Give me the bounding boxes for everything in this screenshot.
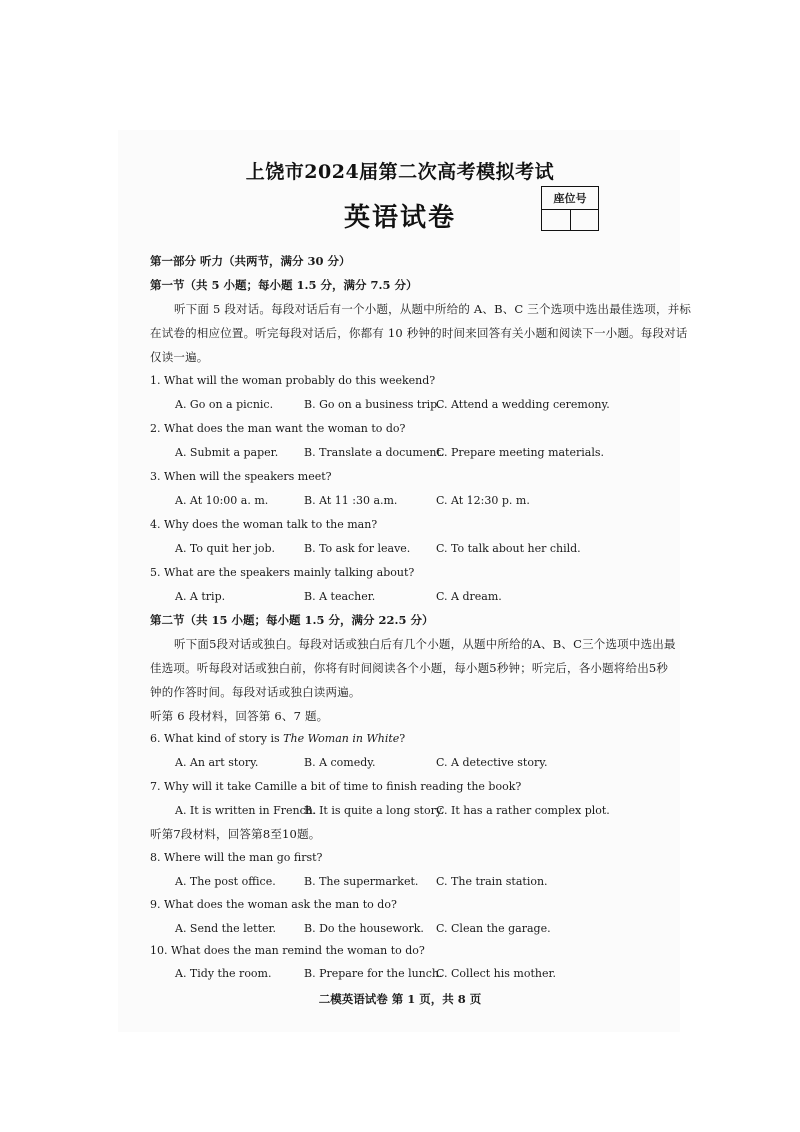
seat-number-label: 座位号 <box>542 187 598 210</box>
option-c: C. Attend a wedding ceremony. <box>436 398 610 411</box>
option-a: A. The post office. <box>175 875 276 888</box>
option-c: C. At 12:30 p. m. <box>436 494 530 507</box>
question-stem-text: 6. What kind of story is <box>150 732 284 745</box>
page-footer: 二模英语试卷 第 1 页，共 8 页 <box>318 992 482 1006</box>
section2-instruction-line: 听下面5段对话或独白。每段对话或独白后有几个小题，从题中所给的A、B、C三个选项中选出最 <box>174 637 676 651</box>
section1-heading: 第一节（共 5 小题；每小题 1.5 分，满分 7.5 分） <box>150 278 418 292</box>
question-stem: 8. Where will the man go first? <box>150 851 323 864</box>
question-stem: 1. What will the woman probably do this weekend? <box>150 374 436 387</box>
question-stem: 7. Why will it take Camille a bit of time to finish reading the book? <box>150 780 522 793</box>
option-c: C. A dream. <box>436 590 502 603</box>
option-a: A. To quit her job. <box>175 542 276 555</box>
question-stem: 9. What does the woman ask the man to do? <box>150 898 397 911</box>
option-b: B. A comedy. <box>304 756 376 769</box>
option-a: A. At 10:00 a. m. <box>175 494 269 507</box>
option-b: B. The supermarket. <box>304 875 419 888</box>
question-stem <box>150 731 405 747</box>
question-stem: 5. What are the speakers mainly talking about? <box>150 566 415 579</box>
book-title: The Woman in White <box>283 732 400 745</box>
option-c: C. The train station. <box>436 875 548 888</box>
option-c: C. Clean the garage. <box>436 922 551 935</box>
option-c: C. A detective story. <box>436 756 548 769</box>
option-a: A. Tidy the room. <box>175 967 272 980</box>
question-stem-text: ? <box>399 732 406 745</box>
option-b: B. Go on a business trip. <box>304 398 441 411</box>
option-b: B. It is quite a long story. <box>304 804 445 817</box>
option-c: C. To talk about her child. <box>436 542 581 555</box>
part1-heading: 第一部分 听力（共两节，满分 30 分） <box>150 254 351 268</box>
section1-instruction-line: 听下面 5 段对话。每段对话后有一个小题，从题中所给的 A、B、C 三个选项中选出最佳选项，并标 <box>174 302 692 316</box>
section2-instruction-line: 钟的作答时间。每段对话或独白读两遍。 <box>150 685 361 699</box>
question-stem: 2. What does the man want the woman to do? <box>150 422 406 435</box>
option-c: C. It has a rather complex plot. <box>436 804 610 817</box>
section2-instruction-line: 佳选项。听每段对话或独白前，你将有时间阅读各个小题，每小题5秒钟；听完后，各小题将给出5秒 <box>150 661 669 675</box>
option-b: B. Do the housework. <box>304 922 424 935</box>
seat-number-box <box>541 186 599 231</box>
question-stem: 4. Why does the woman talk to the man? <box>150 518 378 531</box>
option-a: A. Send the letter. <box>175 922 277 935</box>
option-b: B. A teacher. <box>304 590 376 603</box>
section1-instruction-line: 在试卷的相应位置。听完每段对话后，你都有 10 秒钟的时间来回答有关小题和阅读下一小题。每段对话 <box>150 326 688 340</box>
option-c: C. Prepare meeting materials. <box>436 446 604 459</box>
option-b: B. Prepare for the lunch. <box>304 967 443 980</box>
exam-subject: 英语试卷 <box>343 203 456 233</box>
question-stem: 3. When will the speakers meet? <box>150 470 332 483</box>
question-stem: 10. What does the man remind the woman to do? <box>150 944 425 957</box>
option-a: A. It is written in French. <box>175 804 317 817</box>
option-b: B. Translate a document. <box>304 446 445 459</box>
seat-cell-divider <box>570 210 571 230</box>
exam-title: 上饶市2024届第二次高考模拟考试 <box>245 161 555 183</box>
option-a: A. Go on a picnic. <box>175 398 274 411</box>
material-instruction: 听第 6 段材料，回答第 6、7 题。 <box>150 709 329 723</box>
material-instruction: 听第7段材料，回答第8至10题。 <box>150 827 321 841</box>
section2-heading: 第二节（共 15 小题；每小题 1.5 分，满分 22.5 分） <box>150 613 434 627</box>
option-b: B. At 11 :30 a.m. <box>304 494 398 507</box>
option-b: B. To ask for leave. <box>304 542 411 555</box>
option-a: A. Submit a paper. <box>175 446 279 459</box>
option-a: A. A trip. <box>175 590 226 603</box>
section1-instruction-line: 仅读一遍。 <box>150 350 209 364</box>
option-a: A. An art story. <box>175 756 259 769</box>
option-c: C. Collect his mother. <box>436 967 557 980</box>
